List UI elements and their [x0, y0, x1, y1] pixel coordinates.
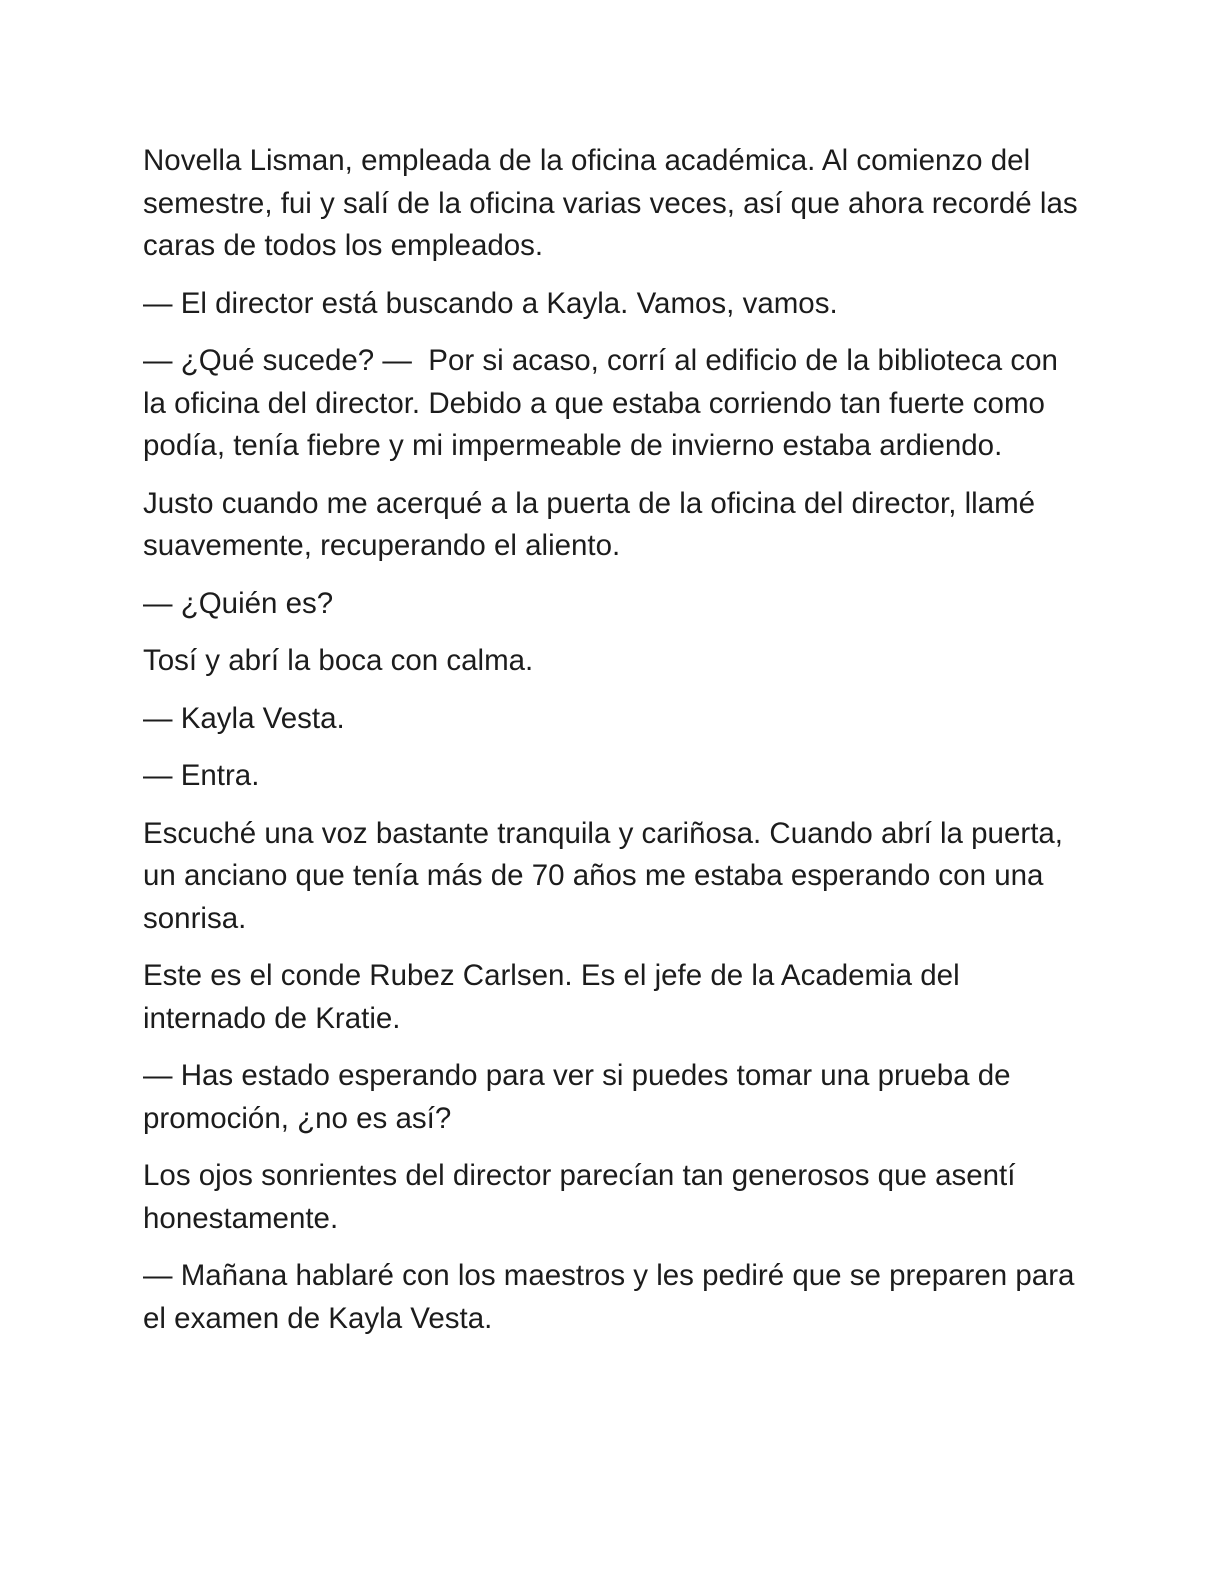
paragraph-8: — Entra.	[143, 759, 260, 792]
paragraph-6: Tosí y abrí la boca con calma.	[143, 644, 534, 677]
paragraph-10: Este es el conde Rubez Carlsen. Es el jefe de la Academia del internado de Kratie.	[143, 959, 968, 1035]
paragraph-4: Justo cuando me acerqué a la puerta de la oficina del director, llamé suavemente, recuperando el aliento.	[143, 486, 1044, 562]
paragraph-3: — ¿Qué sucede? — Por si acaso, corrí al edificio de la biblioteca con la oficina del director. Debido a que estaba corriendo tan fuerte como podía, tenía fiebre y mi impermeable de invierno estaba ardiendo.	[143, 344, 1067, 462]
paragraph-1: Novella Lisman, empleada de la oficina académica. Al comienzo del semestre, fui y salí de la oficina varias veces, así que ahora recordé las caras de todos los empleados.	[143, 144, 1086, 262]
paragraph-11: — Has estado esperando para ver si puedes tomar una prueba de promoción, ¿no es así?	[143, 1059, 1019, 1135]
paragraph-2: — El director está buscando a Kayla. Vamos, vamos.	[143, 286, 838, 320]
paragraph-7: — Kayla Vesta.	[143, 701, 345, 735]
paragraph-5: — ¿Quién es?	[143, 586, 334, 620]
document-body	[143, 140, 1086, 1355]
paragraph-12: Los ojos sonrientes del director parecían tan generosos que asentí honestamente.	[143, 1159, 1024, 1235]
paragraph-9: Escuché una voz bastante tranquila y cariñosa. Cuando abrí la puerta, un anciano que tenía más de 70 años me estaba esperando con una sonrisa.	[143, 816, 1072, 935]
paragraph-13: — Mañana hablaré con los maestros y les pediré que se preparen para el examen de Kayla Vesta.	[143, 1259, 1083, 1335]
